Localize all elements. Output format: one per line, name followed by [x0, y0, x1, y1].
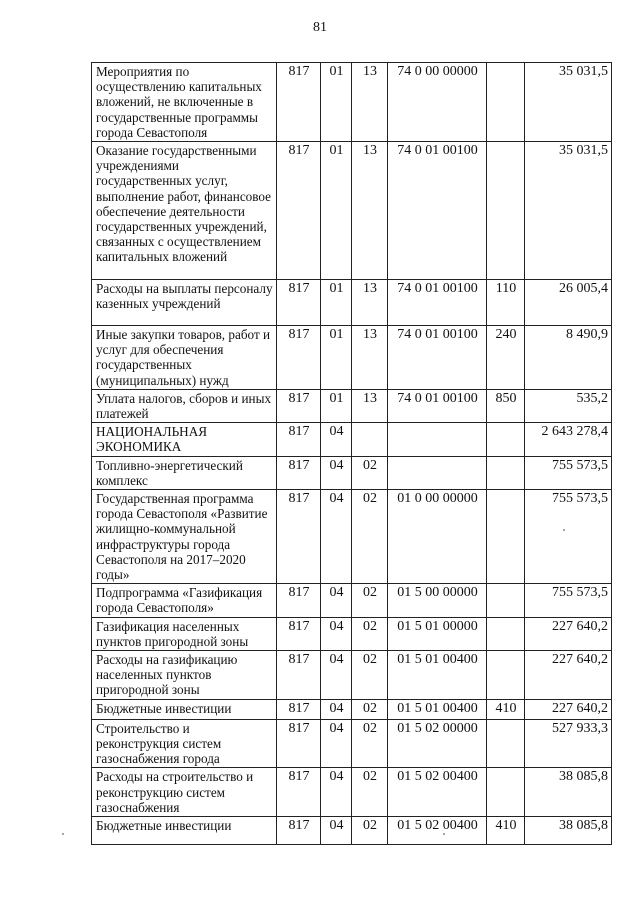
- row-name: Строительство и реконструкция систем газоснабжения города: [92, 719, 277, 768]
- subsection-code: 13: [352, 280, 388, 326]
- target-code: 01 5 02 00000: [388, 719, 487, 768]
- table-row: [92, 389, 612, 422]
- ministry-code: 817: [277, 584, 321, 617]
- section-code: 04: [321, 456, 352, 489]
- ministry-code: 817: [277, 719, 321, 768]
- subsection-code: 13: [352, 63, 388, 142]
- subsection-code: [352, 423, 388, 456]
- table-row: [92, 142, 612, 280]
- amount: 35 031,5: [525, 63, 612, 142]
- ministry-code: 817: [277, 617, 321, 650]
- amount: 755 573,5: [525, 456, 612, 489]
- section-code: 04: [321, 768, 352, 817]
- target-code: [388, 456, 487, 489]
- amount: 26 005,4: [525, 280, 612, 326]
- ministry-code: 817: [277, 389, 321, 422]
- ministry-code: 817: [277, 699, 321, 719]
- subsection-code: 02: [352, 699, 388, 719]
- section-code: 04: [321, 699, 352, 719]
- target-code: 74 0 01 00100: [388, 142, 487, 280]
- amount: 755 573,5: [525, 490, 612, 584]
- expense-type: 110: [487, 280, 525, 326]
- row-name: Подпрограмма «Газификация города Севастополя»: [92, 584, 277, 617]
- table-row: [92, 768, 612, 817]
- expense-type: [487, 617, 525, 650]
- subsection-code: 13: [352, 326, 388, 390]
- target-code: 01 5 02 00400: [388, 816, 487, 844]
- expense-type: 410: [487, 816, 525, 844]
- ministry-code: 817: [277, 456, 321, 489]
- section-code: 04: [321, 423, 352, 456]
- table-row: [92, 280, 612, 326]
- table-row: [92, 816, 612, 844]
- target-code: 01 5 01 00000: [388, 617, 487, 650]
- subsection-code: 02: [352, 768, 388, 817]
- expense-type: [487, 651, 525, 700]
- expense-type: [487, 142, 525, 280]
- table-row: [92, 63, 612, 142]
- amount: 755 573,5: [525, 584, 612, 617]
- amount: 527 933,3: [525, 719, 612, 768]
- expense-type: 850: [487, 389, 525, 422]
- target-code: 74 0 01 00100: [388, 280, 487, 326]
- section-code: 01: [321, 142, 352, 280]
- ministry-code: 817: [277, 63, 321, 142]
- table-row: [92, 719, 612, 768]
- ministry-code: 817: [277, 142, 321, 280]
- amount: 38 085,8: [525, 768, 612, 817]
- section-code: 01: [321, 326, 352, 390]
- target-code: 01 5 00 00000: [388, 584, 487, 617]
- table-row: [92, 423, 612, 456]
- scan-speck: [62, 833, 64, 835]
- section-code: 01: [321, 389, 352, 422]
- amount: 535,2: [525, 389, 612, 422]
- section-code: 04: [321, 719, 352, 768]
- target-code: [388, 423, 487, 456]
- ministry-code: 817: [277, 423, 321, 456]
- target-code: 74 0 01 00100: [388, 326, 487, 390]
- amount: 227 640,2: [525, 617, 612, 650]
- section-code: 04: [321, 490, 352, 584]
- subsection-code: 02: [352, 490, 388, 584]
- amount: 227 640,2: [525, 651, 612, 700]
- subsection-code: 02: [352, 584, 388, 617]
- amount: 2 643 278,4: [525, 423, 612, 456]
- expense-type: [487, 456, 525, 489]
- table-row: [92, 584, 612, 617]
- page-number: 81: [313, 20, 327, 35]
- section-code: 01: [321, 280, 352, 326]
- target-code: 74 0 01 00100: [388, 389, 487, 422]
- row-name: Газификация населенных пунктов пригородной зоны: [92, 617, 277, 650]
- row-name: НАЦИОНАЛЬНАЯ ЭКОНОМИКА: [92, 423, 277, 456]
- row-name: Расходы на строительство и реконструкцию систем газоснабжения: [92, 768, 277, 817]
- section-code: 04: [321, 651, 352, 700]
- row-name: Бюджетные инвестиции: [92, 816, 277, 844]
- row-name: Оказание государственными учреждениями государственных услуг, выполнение работ, финансовое обеспечение деятельности государственных учреждений, связанных с осуществлением капитальных вложений: [92, 142, 277, 280]
- ministry-code: 817: [277, 326, 321, 390]
- table-row: [92, 651, 612, 700]
- subsection-code: 02: [352, 816, 388, 844]
- budget-table: [91, 62, 612, 845]
- expense-type: [487, 423, 525, 456]
- row-name: Расходы на выплаты персоналу казенных учреждений: [92, 280, 277, 326]
- table-row: [92, 490, 612, 584]
- target-code: 01 5 02 00400: [388, 768, 487, 817]
- section-code: 01: [321, 63, 352, 142]
- target-code: 01 0 00 00000: [388, 490, 487, 584]
- table-row: [92, 699, 612, 719]
- ministry-code: 817: [277, 651, 321, 700]
- ministry-code: 817: [277, 280, 321, 326]
- subsection-code: 02: [352, 456, 388, 489]
- target-code: 74 0 00 00000: [388, 63, 487, 142]
- row-name: Государственная программа города Севастополя «Развитие жилищно-коммунальной инфраструктуры города Севастополя на 2017–2020 годы»: [92, 490, 277, 584]
- ministry-code: 817: [277, 816, 321, 844]
- expense-type: 410: [487, 699, 525, 719]
- expense-type: [487, 490, 525, 584]
- row-name: Расходы на газификацию населенных пунктов пригородной зоны: [92, 651, 277, 700]
- subsection-code: 02: [352, 719, 388, 768]
- row-name: Топливно-энергетический комплекс: [92, 456, 277, 489]
- expense-type: [487, 584, 525, 617]
- subsection-code: 02: [352, 617, 388, 650]
- target-code: 01 5 01 00400: [388, 699, 487, 719]
- section-code: 04: [321, 584, 352, 617]
- row-name: Уплата налогов, сборов и иных платежей: [92, 389, 277, 422]
- table-row: [92, 617, 612, 650]
- scan-speck: [563, 529, 565, 531]
- row-name: Бюджетные инвестиции: [92, 699, 277, 719]
- expense-type: [487, 719, 525, 768]
- subsection-code: 13: [352, 142, 388, 280]
- table-row: [92, 456, 612, 489]
- subsection-code: 13: [352, 389, 388, 422]
- ministry-code: 817: [277, 768, 321, 817]
- amount: 8 490,9: [525, 326, 612, 390]
- subsection-code: 02: [352, 651, 388, 700]
- section-code: 04: [321, 617, 352, 650]
- row-name: Мероприятия по осуществлению капитальных вложений, не включенные в государственные программы города Севастополя: [92, 63, 277, 142]
- amount: 35 031,5: [525, 142, 612, 280]
- scan-speck: [443, 833, 445, 835]
- expense-type: [487, 768, 525, 817]
- amount: 227 640,2: [525, 699, 612, 719]
- row-name: Иные закупки товаров, работ и услуг для обеспечения государственных (муниципальных) нужд: [92, 326, 277, 390]
- amount: 38 085,8: [525, 816, 612, 844]
- ministry-code: 817: [277, 490, 321, 584]
- target-code: 01 5 01 00400: [388, 651, 487, 700]
- expense-type: 240: [487, 326, 525, 390]
- table-row: [92, 326, 612, 390]
- section-code: 04: [321, 816, 352, 844]
- expense-type: [487, 63, 525, 142]
